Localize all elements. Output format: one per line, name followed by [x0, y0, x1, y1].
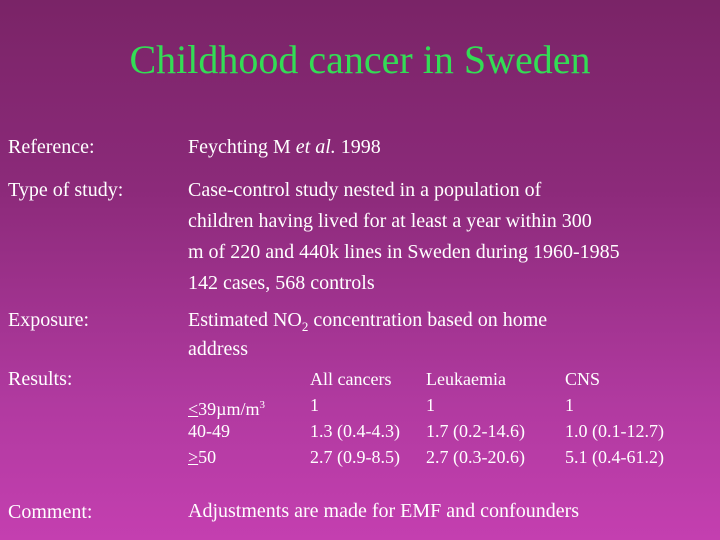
- exposure-text-post: concentration based on home: [308, 309, 548, 331]
- row-label-text: 50: [198, 447, 217, 467]
- comment-label: Comment:: [8, 501, 93, 523]
- column-header-leukaemia: Leukaemia: [426, 369, 506, 389]
- table-cell: 5.1 (0.4-61.2): [565, 447, 664, 467]
- study-label: Type of study:: [8, 179, 124, 201]
- exposure-value: [188, 309, 547, 360]
- comment-text: Adjustments are made for EMF and confounders: [188, 500, 580, 522]
- exposure-subscript: 2: [301, 319, 309, 334]
- reference-etal: et al.: [295, 136, 336, 158]
- study-line: m of 220 and 440k lines in Sweden during 1960-1985: [188, 241, 620, 263]
- exposure-line2: address: [188, 338, 248, 360]
- reference-author: Feychting M: [188, 136, 296, 158]
- row-label-text: 40-49: [188, 421, 230, 441]
- column-header-all-cancers: All cancers: [310, 369, 392, 389]
- exposure-text-pre: Estimated NO: [188, 309, 302, 331]
- reference-year: 1998: [335, 136, 381, 158]
- table-cell: 1: [426, 395, 435, 415]
- column-header-cns: CNS: [565, 369, 601, 389]
- reference-value: [188, 132, 381, 163]
- row-label-prefix: <: [188, 399, 199, 419]
- reference-label: Reference:: [8, 136, 95, 158]
- study-line: children having lived for at least a year within 300: [188, 210, 592, 232]
- row-label-prefix: >: [188, 447, 199, 467]
- table-cell: 1: [565, 395, 574, 415]
- table-cell: 2.7 (0.3-20.6): [426, 447, 525, 467]
- table-cell: 1.0 (0.1-12.7): [565, 421, 664, 441]
- table-cell: 1: [310, 395, 319, 415]
- row-label-text: 39µm/m: [198, 399, 260, 419]
- study-description: [188, 175, 620, 299]
- results-label: Results:: [8, 368, 73, 390]
- table-cell: 2.7 (0.9-8.5): [310, 447, 400, 467]
- row-label-superscript: 3: [259, 399, 266, 411]
- row-label: [188, 418, 230, 444]
- exposure-label: Exposure:: [8, 309, 90, 331]
- table-cell: 1.7 (0.2-14.6): [426, 421, 525, 441]
- table-cell: 1.3 (0.4-4.3): [310, 421, 400, 441]
- row-label: [188, 444, 216, 470]
- study-line: 142 cases, 568 controls: [188, 272, 375, 294]
- slide-title: Childhood cancer in Sweden: [129, 37, 591, 82]
- study-line: Case-control study nested in a population of: [188, 179, 542, 201]
